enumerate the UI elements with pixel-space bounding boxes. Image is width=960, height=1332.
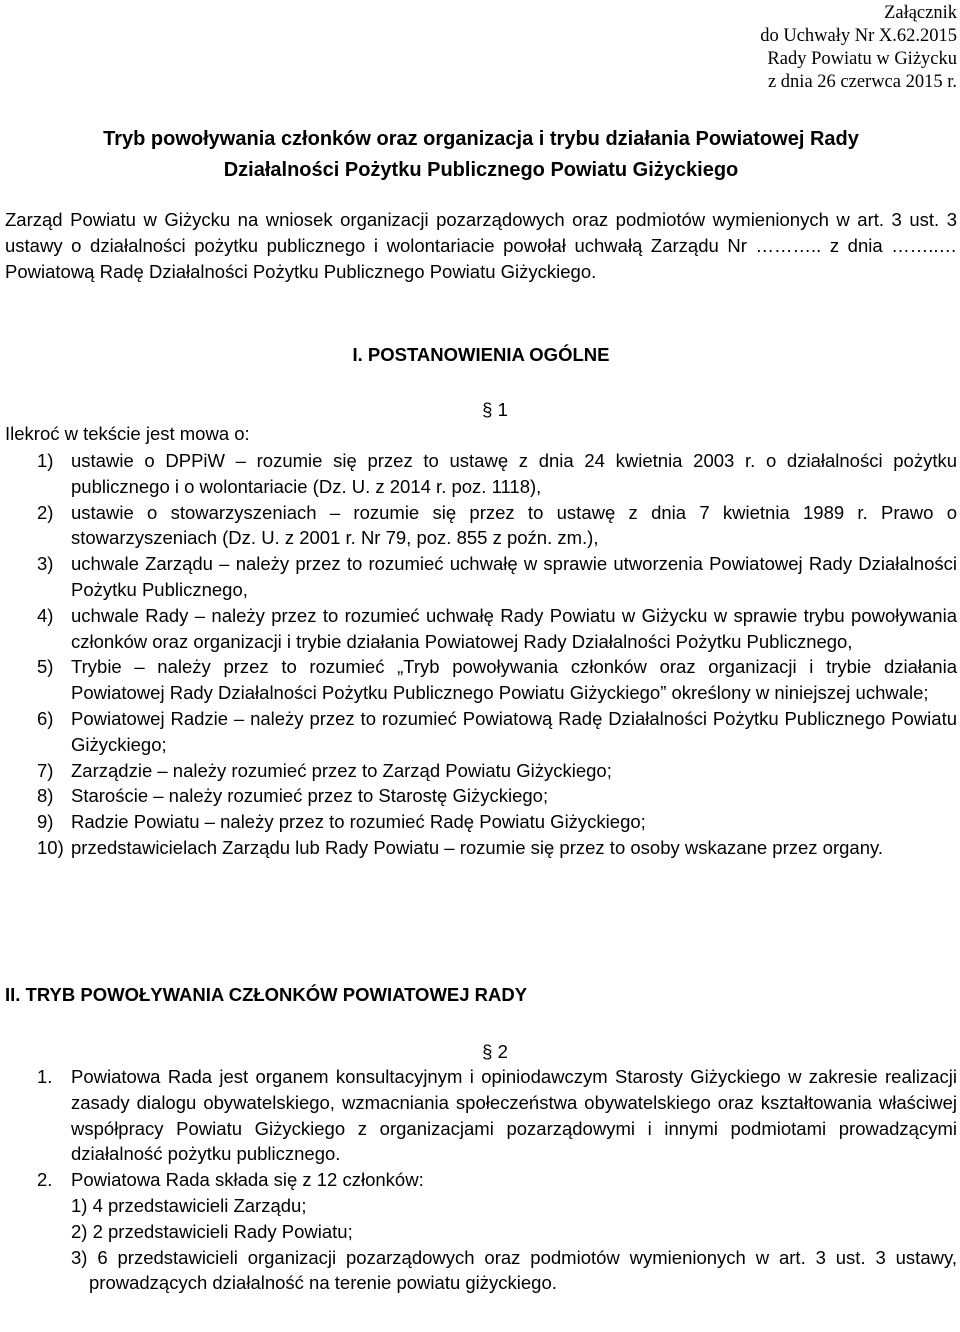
list-item: [5, 500, 957, 552]
paragraph-sign-2: § 2: [482, 1041, 508, 1062]
item-text: Staroście – należy rozumieć przez to Starostę Giżyckiego;: [71, 785, 549, 807]
points-list: [5, 1064, 957, 1296]
item-text: ustawie o stowarzyszeniach – rozumie się przez to ustawę z dnia 7 kwietnia 1989 r. Prawo o stowarzyszeniach (Dz. U. z 2001 r. Nr 79, poz. 855 z poźn. zm.),: [71, 501, 957, 549]
item-number: 10): [37, 836, 64, 858]
definitions-list: [5, 448, 957, 861]
item-number: 7): [37, 759, 54, 781]
item-text: Powiatowa Rada składa się z 12 członków:: [71, 1169, 424, 1191]
item-number: 4): [37, 604, 54, 626]
list-item: [5, 1064, 957, 1167]
definitions-lead: Ilekroć w tekście jest mowa o:: [5, 423, 250, 444]
list-item: [5, 758, 957, 784]
list-item: [5, 783, 957, 809]
document-page: [5, 0, 957, 1332]
attachment-line: do Uchwały Nr X.62.2015: [760, 26, 957, 46]
paragraph-sign-1: § 1: [482, 399, 508, 420]
item-text: Powiatowej Radzie – należy przez to rozumieć Powiatową Radę Działalności Pożytku Publicznego Powiatu Giżyckiego;: [71, 707, 957, 755]
item-text: Trybie – należy przez to rozumieć „Tryb powoływania członków oraz organizacji i trybie działania Powiatowej Rady Działalności Pożytku Publicznego Powiatu Giżyckiego” określony w niniejszej uchwale;: [71, 656, 957, 704]
sublist-item: 3) 6 przedstawicieli organizacji pozarządowych oraz podmiotów wymienionych w art. 3 ust. 3 ustawy, prowadzących działalność na terenie powiatu giżyckiego.: [71, 1246, 957, 1294]
item-number: 3): [37, 553, 54, 575]
section-2-heading: II. TRYB POWOŁYWANIA CZŁONKÓW POWIATOWEJ RADY: [5, 984, 528, 1005]
section-1-heading: I. POSTANOWIENIA OGÓLNE: [352, 344, 610, 365]
attachment-line: z dnia 26 czerwca 2015 r.: [767, 72, 957, 92]
document-title: [5, 124, 957, 186]
attachment-header: [657, 2, 957, 94]
list-item: [5, 835, 957, 861]
item-number: 8): [37, 785, 54, 807]
title-line: Tryb powoływania członków oraz organizacja i trybu działania Powiatowej Rady: [103, 128, 859, 150]
attachment-line: Załącznik: [884, 3, 957, 23]
item-number: 1): [37, 450, 54, 471]
item-number: 2.: [37, 1169, 53, 1191]
item-text: Zarządzie – należy rozumieć przez to Zarząd Powiatu Giżyckiego;: [71, 759, 612, 781]
item-text: Powiatowa Rada jest organem konsultacyjnym i opiniodawczym Starosty Giżyckiego w zakresie realizacji zasady dialogu obywatelskiego, wzmacniania społeczeństwa obywatelskiego oraz kształtowania właściwej współpracy Powiatu Giżyckiego z organizacjami pozarządowymi i innymi podmiotami prowadzącymi działalność pożytku publicznego.: [71, 1066, 957, 1165]
list-item: [5, 448, 957, 500]
list-item: [5, 1167, 957, 1296]
item-number: 1.: [37, 1066, 53, 1087]
item-number: 6): [37, 707, 54, 729]
item-text: ustawie o DPPiW – rozumie się przez to ustawę z dnia 24 kwietnia 2003 r. o działalności pożytku publicznego i o wolontariacie (Dz. U. z 2014 r. poz. 1118),: [71, 450, 957, 497]
list-item: [5, 706, 957, 758]
list-item: [5, 551, 957, 603]
list-item: [5, 654, 957, 706]
sublist-item: 1) 4 przedstawicieli Zarządu;: [71, 1194, 307, 1216]
attachment-line: Rady Powiatu w Giżycku: [767, 49, 957, 69]
sublist-item: 2) 2 przedstawicieli Rady Powiatu;: [71, 1220, 353, 1242]
members-sublist: [71, 1193, 957, 1296]
item-text: uchwale Rady – należy przez to rozumieć uchwałę Rady Powiatu w Giżycku w sprawie trybu powoływania członków oraz organizacji i trybie działania Powiatowej Rady Działalności Pożytku Publicznego,: [71, 604, 957, 652]
item-number: 2): [37, 501, 54, 523]
item-number: 5): [37, 656, 54, 678]
list-item: [5, 809, 957, 835]
item-text: Radzie Powiatu – należy przez to rozumieć Radę Powiatu Giżyckiego;: [71, 811, 646, 833]
list-item: [5, 603, 957, 655]
item-text: przedstawicielach Zarządu lub Rady Powiatu – rozumie się przez to osoby wskazane przez organy.: [71, 836, 883, 858]
intro-paragraph: Zarząd Powiatu w Giżycku na wniosek organizacji pozarządowych oraz podmiotów wymienionych w art. 3 ust. 3 ustawy o działalności pożytku publicznego i wolontariacie powołał uchwałą Zarządu Nr ……….. z dnia ……..… Powiatową Radę Działalności Pożytku Publicznego Powiatu Giżyckiego.: [5, 209, 957, 282]
item-text: uchwale Zarządu – należy przez to rozumieć uchwałę w sprawie utworzenia Powiatowej Rady Działalności Pożytku Publicznego,: [71, 553, 957, 600]
title-line: Działalności Pożytku Publicznego Powiatu Giżyckiego: [223, 159, 739, 181]
item-number: 9): [37, 811, 54, 833]
